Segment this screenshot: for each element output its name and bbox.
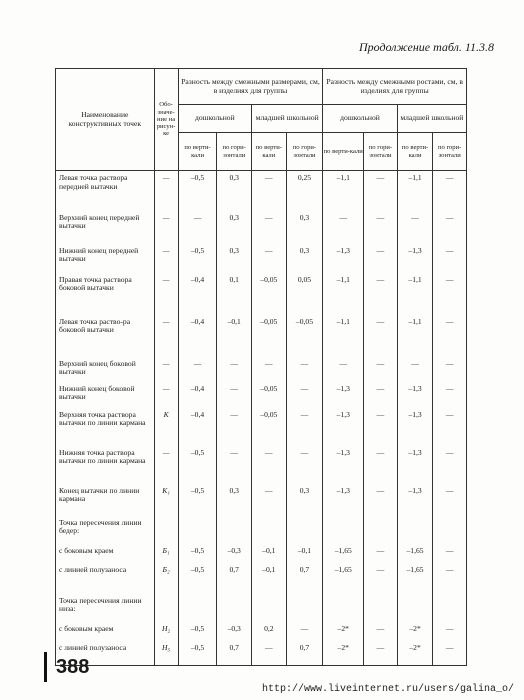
row-value: — (217, 408, 252, 446)
row-value: –0,05 (252, 273, 287, 315)
row-value: –0,05 (252, 408, 287, 446)
row-value: –0,5 (178, 446, 217, 484)
table-row (56, 273, 467, 315)
row-value: 0,3 (217, 244, 252, 273)
header-horizontal: по гори-зонтали (364, 133, 398, 171)
row-value: — (433, 357, 467, 382)
row-symbol (154, 516, 178, 544)
row-symbol: Н₂ (154, 622, 178, 641)
footer-url: http://www.liveinternet.ru/users/galina_o/ (261, 684, 514, 695)
row-name: Верхний конец передней вытачки (56, 211, 155, 244)
table-row (56, 484, 467, 516)
data-table (55, 68, 467, 666)
row-name: Левая точка раствора передней вытачки (56, 171, 155, 211)
table-row (56, 446, 467, 484)
row-name: Нижняя точка раствора вытачки по линии кармана (56, 446, 155, 484)
row-value: –0,1 (252, 563, 287, 594)
page-number-bar (44, 652, 47, 682)
table-row (56, 211, 467, 244)
row-value (323, 516, 364, 544)
row-value (178, 594, 217, 622)
row-name: Нижний конец передней вытачки (56, 244, 155, 273)
row-value: –0,5 (178, 244, 217, 273)
row-name: с боковым краем (56, 622, 155, 641)
row-name: Правая точка раствора боковой вытачки (56, 273, 155, 315)
row-value: — (252, 171, 287, 211)
row-value: –0,3 (217, 544, 252, 563)
row-value: — (364, 484, 398, 516)
table-row (56, 622, 467, 641)
header-symbol-col: Обо-значе-ние на рисун-ке (154, 69, 178, 171)
row-value: — (364, 273, 398, 315)
row-value: — (364, 382, 398, 408)
row-value (252, 516, 287, 544)
table-row (56, 315, 467, 357)
row-value: 0,7 (286, 641, 323, 666)
row-value: — (433, 563, 467, 594)
table-header (56, 69, 467, 171)
row-value: — (364, 622, 398, 641)
row-symbol: — (154, 382, 178, 408)
row-value: –0,1 (286, 544, 323, 563)
row-value: — (433, 484, 467, 516)
row-name: с линией полузаноса (56, 563, 155, 594)
row-name: Нижний конец боковой вытачки (56, 382, 155, 408)
row-value: –1,1 (397, 171, 433, 211)
row-value: — (323, 211, 364, 244)
row-value: –0,4 (178, 315, 217, 357)
row-value: –1,3 (397, 446, 433, 484)
row-value (286, 516, 323, 544)
row-value: –0,05 (252, 382, 287, 408)
row-value: –0,5 (178, 641, 217, 666)
row-value (364, 516, 398, 544)
row-value: –1,1 (323, 171, 364, 211)
row-symbol: — (154, 357, 178, 382)
header-junior-school: младшей школьной (397, 105, 466, 133)
row-value: –0,05 (252, 315, 287, 357)
header-vertical: по верти-кали (323, 133, 364, 171)
row-symbol: — (154, 315, 178, 357)
row-value: — (252, 641, 287, 666)
table-row (56, 594, 467, 622)
row-symbol: — (154, 211, 178, 244)
row-value: –1,3 (397, 382, 433, 408)
row-value: –0,1 (217, 315, 252, 357)
row-value: — (364, 171, 398, 211)
row-value: –1,65 (323, 544, 364, 563)
header-vertical: по верти-кали (397, 133, 433, 171)
header-horizontal: по гори-зонтали (433, 133, 467, 171)
row-name: Верхний конец боковой вытачки (56, 357, 155, 382)
header-horizontal: по гори-зонтали (286, 133, 323, 171)
row-value (364, 594, 398, 622)
row-symbol: Б₂ (154, 563, 178, 594)
header-group-heights: Разность между смежными ростами, см, в изделиях для группы (323, 69, 467, 105)
row-name: Верхняя точка раствора вытачки по линии кармана (56, 408, 155, 446)
row-symbol: — (154, 273, 178, 315)
row-value: –0,5 (178, 563, 217, 594)
row-value (252, 594, 287, 622)
row-value: –1,3 (323, 244, 364, 273)
row-value: 0,05 (286, 273, 323, 315)
row-value: — (364, 357, 398, 382)
row-value: –2* (323, 641, 364, 666)
row-value: 0,3 (286, 484, 323, 516)
row-value: 0,3 (217, 211, 252, 244)
row-value (433, 516, 467, 544)
row-value: — (433, 171, 467, 211)
table-row (56, 408, 467, 446)
row-value: — (433, 273, 467, 315)
table-caption: Продолжение табл. 11.3.8 (358, 40, 494, 54)
row-symbol: К₁ (154, 484, 178, 516)
header-group-sizes: Разность между смежными размерами, см, в изделиях для группы (178, 69, 323, 105)
table-row (56, 563, 467, 594)
row-value: –0,3 (217, 622, 252, 641)
row-symbol: Б₁ (154, 544, 178, 563)
row-value: 0,7 (217, 641, 252, 666)
row-value: — (433, 544, 467, 563)
row-value: — (252, 484, 287, 516)
row-symbol: Н₅ (154, 641, 178, 666)
page-number: 388 (56, 656, 90, 678)
row-value: –2* (397, 622, 433, 641)
row-value: –1,3 (323, 484, 364, 516)
row-value: 0,7 (286, 563, 323, 594)
table-row (56, 544, 467, 563)
header-preschool: дошкольной (323, 105, 397, 133)
row-value: 0,1 (217, 273, 252, 315)
row-value (397, 516, 433, 544)
row-value: — (286, 408, 323, 446)
row-value: — (364, 544, 398, 563)
row-name: Точка пересечения линии бедер: (56, 516, 155, 544)
row-value: — (252, 244, 287, 273)
row-value: –1,3 (323, 446, 364, 484)
row-value: — (433, 211, 467, 244)
row-name: Левая точка раство-ра боковой вытачки (56, 315, 155, 357)
row-value (217, 594, 252, 622)
row-name: Конец вытачки по линии кармана (56, 484, 155, 516)
row-symbol: — (154, 446, 178, 484)
row-value: –0,05 (286, 315, 323, 357)
row-value: –2* (397, 641, 433, 666)
header-vertical: по верти-кали (252, 133, 287, 171)
row-value: — (178, 357, 217, 382)
row-value: 0,25 (286, 171, 323, 211)
header-preschool: дошкольной (178, 105, 251, 133)
row-value: –0,4 (178, 408, 217, 446)
row-symbol: — (154, 171, 178, 211)
row-value: — (286, 357, 323, 382)
row-value: — (286, 622, 323, 641)
row-value: — (433, 315, 467, 357)
row-value: 0,3 (286, 211, 323, 244)
row-value: — (433, 408, 467, 446)
row-value: — (252, 446, 287, 484)
row-value: — (364, 446, 398, 484)
row-value: — (252, 357, 287, 382)
row-value: –1,65 (323, 563, 364, 594)
row-value: — (323, 357, 364, 382)
row-value: –0,4 (178, 382, 217, 408)
row-value: 0,3 (217, 171, 252, 211)
row-value: –1,65 (397, 563, 433, 594)
header-junior-school: младшей школьной (252, 105, 323, 133)
table-row (56, 516, 467, 544)
row-value: — (433, 446, 467, 484)
row-symbol: — (154, 244, 178, 273)
row-value (286, 594, 323, 622)
table-row (56, 382, 467, 408)
row-value: — (433, 622, 467, 641)
table-row (56, 244, 467, 273)
row-value: — (286, 382, 323, 408)
table-row (56, 357, 467, 382)
header-horizontal: по гори-зонтали (217, 133, 252, 171)
row-value: 0,3 (217, 484, 252, 516)
table-body (56, 171, 467, 666)
row-value: –0,5 (178, 544, 217, 563)
row-value: –1,65 (397, 544, 433, 563)
row-value (178, 516, 217, 544)
row-value (433, 594, 467, 622)
row-name: с боковым краем (56, 544, 155, 563)
row-value: — (364, 315, 398, 357)
row-value: — (217, 446, 252, 484)
row-value: — (433, 641, 467, 666)
row-symbol (154, 594, 178, 622)
row-value: — (364, 244, 398, 273)
row-value: –1,3 (397, 244, 433, 273)
row-value: –0,5 (178, 171, 217, 211)
row-value (397, 594, 433, 622)
row-value: — (217, 357, 252, 382)
row-value: — (217, 382, 252, 408)
row-value: 0,2 (252, 622, 287, 641)
table-row (56, 641, 467, 666)
row-value: –1,1 (323, 273, 364, 315)
row-value: –1,3 (397, 484, 433, 516)
row-value: — (286, 446, 323, 484)
row-name: с линией полузаноса (56, 641, 155, 666)
row-value: –1,1 (397, 273, 433, 315)
row-value (323, 594, 364, 622)
row-value: –1,3 (323, 408, 364, 446)
row-value: — (397, 357, 433, 382)
row-value: — (364, 563, 398, 594)
row-value: –1,1 (397, 315, 433, 357)
row-value: — (364, 211, 398, 244)
row-value: –0,1 (252, 544, 287, 563)
row-value (217, 516, 252, 544)
header-name-col: Наименование конструктивных точек (56, 69, 155, 171)
row-value: –1,3 (323, 382, 364, 408)
row-value: — (433, 382, 467, 408)
row-value: — (364, 408, 398, 446)
row-value: –0,4 (178, 273, 217, 315)
header-vertical: по верти-кали (178, 133, 217, 171)
row-value: — (397, 211, 433, 244)
row-value: –1,3 (397, 408, 433, 446)
row-value: –0,5 (178, 484, 217, 516)
row-value: — (433, 244, 467, 273)
row-value: — (364, 641, 398, 666)
row-value: 0,3 (286, 244, 323, 273)
row-name: Точка пересечения линии низа: (56, 594, 155, 622)
row-value: 0,7 (217, 563, 252, 594)
row-value: — (252, 211, 287, 244)
row-value: –2* (323, 622, 364, 641)
row-symbol: К (154, 408, 178, 446)
row-value: –1,1 (323, 315, 364, 357)
row-value: — (178, 211, 217, 244)
row-value: –0,5 (178, 622, 217, 641)
table-row (56, 171, 467, 211)
